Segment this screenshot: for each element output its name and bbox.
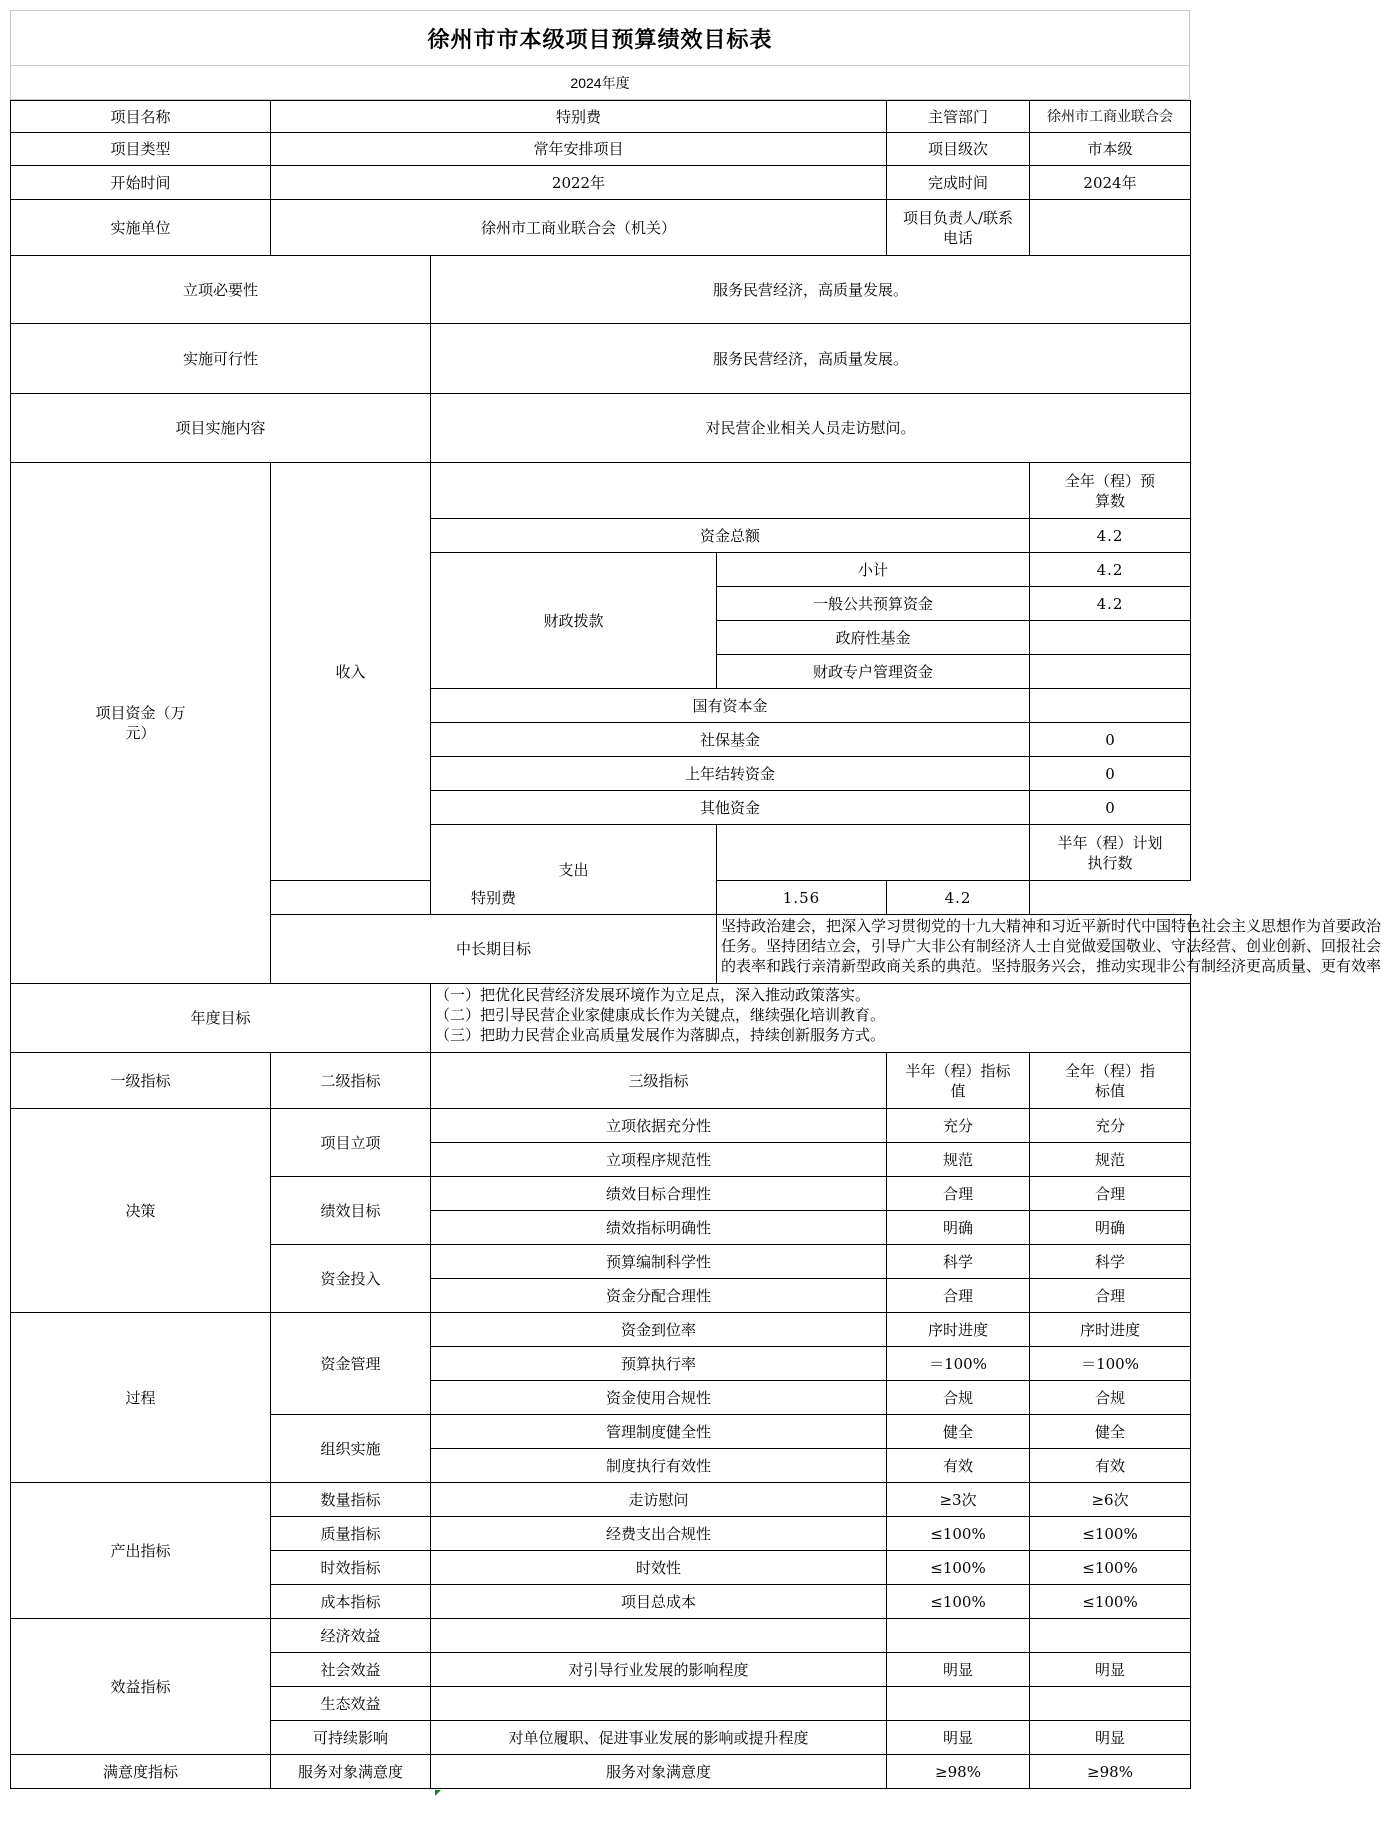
- budget-sheet: [10, 10, 1381, 1814]
- long-goal-line: 任务。坚持团结立会，引导广大非公有制经济人士自觉做爱国敬业、守法经营、创业创新、回报社会: [721, 937, 1381, 955]
- subtotal-value: 4.2: [1030, 553, 1191, 587]
- annual-goal-cell: [431, 984, 1191, 1053]
- gov-fund-value: [1030, 621, 1191, 655]
- indicator-half-value: 充分: [887, 1109, 1030, 1143]
- gov-fund-label: 政府性基金: [717, 621, 1030, 655]
- indicator-full-value: ＝100%: [1030, 1347, 1191, 1381]
- indicator-header-5: [1030, 1053, 1191, 1109]
- indicator-full-value: 健全: [1030, 1415, 1191, 1449]
- indicator-half-value: 明显: [887, 1721, 1030, 1755]
- indicator-level3: [431, 1687, 887, 1721]
- indicator-level2: 项目立项: [271, 1109, 431, 1177]
- indicator-half-value: ≤100%: [887, 1551, 1030, 1585]
- type-label: 项目类型: [11, 133, 271, 166]
- year-label: 2024年度: [10, 66, 1190, 100]
- indicator-level3: 对引导行业发展的影响程度: [431, 1653, 887, 1687]
- indicator-half-value: ≤100%: [887, 1517, 1030, 1551]
- state-label: 国有资本金: [431, 689, 1030, 723]
- indicator-level3: 绩效指标明确性: [431, 1211, 887, 1245]
- type-value: 常年安排项目: [271, 133, 887, 166]
- indicator-level1: 过程: [11, 1313, 271, 1483]
- indicator-half-value: 明确: [887, 1211, 1030, 1245]
- indicator-level1: 产出指标: [11, 1483, 271, 1619]
- start-label: 开始时间: [11, 166, 271, 200]
- carry-value: 0: [1030, 757, 1191, 791]
- fiscal-label: 财政拨款: [431, 553, 717, 689]
- end-value: 2024年: [1030, 166, 1191, 200]
- indicator-level3: 预算编制科学性: [431, 1245, 887, 1279]
- unit-label: 实施单位: [11, 200, 271, 256]
- indicator-level2: 质量指标: [271, 1517, 431, 1551]
- indicator-half-value: ≤100%: [887, 1585, 1030, 1619]
- long-goal-label: 中长期目标: [271, 915, 717, 984]
- indicator-header-2: 二级指标: [271, 1053, 431, 1109]
- state-value: [1030, 689, 1191, 723]
- income-label: 收入: [271, 463, 431, 881]
- indicator-level3: 经费支出合规性: [431, 1517, 887, 1551]
- project-name-label: 项目名称: [11, 101, 271, 133]
- annual-goal-line: （三）把助力民营企业高质量发展作为落脚点，持续创新服务方式。: [435, 1026, 886, 1044]
- indicator-row: [11, 1619, 1191, 1653]
- indicator-half-value: ＝100%: [887, 1347, 1030, 1381]
- annual-goal-label: 年度目标: [11, 984, 431, 1053]
- indicator-level3: 立项程序规范性: [431, 1143, 887, 1177]
- indicator-half-value: 健全: [887, 1415, 1030, 1449]
- indicator-full-value: ≤100%: [1030, 1551, 1191, 1585]
- start-value: 2022年: [271, 166, 887, 200]
- indicator-half-value: 科学: [887, 1245, 1030, 1279]
- page-title: 徐州市市本级项目预算绩效目标表: [10, 10, 1190, 66]
- half-header: [1030, 825, 1191, 881]
- dept-label: 主管部门: [887, 101, 1030, 133]
- contact-label-text: 项目负责人/联系电话: [902, 208, 1014, 247]
- indicator-level3: 管理制度健全性: [431, 1415, 887, 1449]
- indicator-level2: 服务对象满意度: [271, 1755, 431, 1789]
- indicator-row: [11, 1313, 1191, 1347]
- indicator-header-4: [887, 1053, 1030, 1109]
- feasibility-value: 服务民营经济，高质量发展。: [431, 324, 1191, 394]
- indicator-half-value: 明显: [887, 1653, 1030, 1687]
- indicator-level2: 绩效目标: [271, 1177, 431, 1245]
- long-goal-line: 的表率和践行亲清新型政商关系的典范。坚持服务兴会，推动实现非公有制经济更高质量、更有效率: [721, 957, 1381, 975]
- indicator-level1: 效益指标: [11, 1619, 271, 1755]
- indicator-header-1: 一级指标: [11, 1053, 271, 1109]
- indicator-full-value: ≥6次: [1030, 1483, 1191, 1517]
- indicator-half-value: 有效: [887, 1449, 1030, 1483]
- indicator-header-4-text: 半年（程）指标值: [905, 1061, 1011, 1100]
- indicator-row: [11, 1483, 1191, 1517]
- indicator-level2: 可持续影响: [271, 1721, 431, 1755]
- indicator-full-value: [1030, 1687, 1191, 1721]
- special-label: 财政专户管理资金: [717, 655, 1030, 689]
- indicator-level2: 社会效益: [271, 1653, 431, 1687]
- indicator-full-value: 有效: [1030, 1449, 1191, 1483]
- indicator-full-value: 明显: [1030, 1721, 1191, 1755]
- indicator-level2: 资金管理: [271, 1313, 431, 1415]
- indicator-half-value: ≥3次: [887, 1483, 1030, 1517]
- indicator-full-value: 序时进度: [1030, 1313, 1191, 1347]
- social-label: 社保基金: [431, 723, 1030, 757]
- indicator-half-value: [887, 1687, 1030, 1721]
- other-label: 其他资金: [431, 791, 1030, 825]
- indicator-half-value: 序时进度: [887, 1313, 1030, 1347]
- long-goal-cell: [717, 915, 1381, 984]
- indicator-full-value: 合理: [1030, 1279, 1191, 1313]
- indicator-full-value: 充分: [1030, 1109, 1191, 1143]
- indicator-full-value: 科学: [1030, 1245, 1191, 1279]
- carry-label: 上年结转资金: [431, 757, 1030, 791]
- indicator-level2: 资金投入: [271, 1245, 431, 1313]
- expense-full: 4.2: [887, 881, 1030, 915]
- end-label: 完成时间: [887, 166, 1030, 200]
- total-label: 资金总额: [431, 519, 1030, 553]
- other-value: 0: [1030, 791, 1191, 825]
- indicator-half-value: 合理: [887, 1279, 1030, 1313]
- indicator-level3: 绩效目标合理性: [431, 1177, 887, 1211]
- indicator-full-value: 规范: [1030, 1143, 1191, 1177]
- content-label: 项目实施内容: [11, 394, 431, 463]
- indicator-full-value: ≤100%: [1030, 1585, 1191, 1619]
- indicator-full-value: ≤100%: [1030, 1517, 1191, 1551]
- indicator-full-value: 明显: [1030, 1653, 1191, 1687]
- indicator-row: [11, 1755, 1191, 1789]
- necessity-label: 立项必要性: [11, 256, 431, 324]
- indicator-full-value: [1030, 1619, 1191, 1653]
- expense-half: 1.56: [717, 881, 887, 915]
- annual-goal-line: （二）把引导民营企业家健康成长作为关键点，继续强化培训教育。: [435, 1006, 886, 1024]
- feasibility-label: 实施可行性: [11, 324, 431, 394]
- annual-goal-text: [435, 985, 1186, 1051]
- indicator-full-value: ≥98%: [1030, 1755, 1191, 1789]
- indicator-full-value: 合理: [1030, 1177, 1191, 1211]
- indicator-level3: 项目总成本: [431, 1585, 887, 1619]
- unit-value: 徐州市工商业联合会（机关）: [271, 200, 887, 256]
- indicator-level3: 资金到位率: [431, 1313, 887, 1347]
- long-goal-line: 坚持政治建会，把深入学习贯彻党的十九大精神和习近平新时代中国特色社会主义思想作为首要政治: [721, 917, 1381, 935]
- indicator-level3: 服务对象满意度: [431, 1755, 887, 1789]
- performance-table: [10, 100, 1381, 1789]
- indicator-header-3: 三级指标: [431, 1053, 887, 1109]
- indicator-level3: 走访慰问: [431, 1483, 887, 1517]
- indicator-full-value: 合规: [1030, 1381, 1191, 1415]
- contact-value: [1030, 200, 1191, 256]
- indicator-level2: 数量指标: [271, 1483, 431, 1517]
- indicator-level1: 满意度指标: [11, 1755, 271, 1789]
- expense-label: 支出: [431, 825, 717, 915]
- indicator-level3: [431, 1619, 887, 1653]
- expense-item: 特别费: [271, 881, 717, 915]
- cell-comment-marker: [435, 1790, 441, 1796]
- contact-label: [887, 200, 1030, 256]
- general-label: 一般公共预算资金: [717, 587, 1030, 621]
- half-header-text: 半年（程）计划执行数: [1057, 833, 1163, 872]
- social-value: 0: [1030, 723, 1191, 757]
- indicator-half-value: [887, 1619, 1030, 1653]
- project-name-value: 特别费: [271, 101, 887, 133]
- indicator-half-value: 合规: [887, 1381, 1030, 1415]
- indicator-level2: 生态效益: [271, 1687, 431, 1721]
- indicator-level3: 制度执行有效性: [431, 1449, 887, 1483]
- necessity-value: 服务民营经济，高质量发展。: [431, 256, 1191, 324]
- indicator-level3: 资金使用合规性: [431, 1381, 887, 1415]
- full-year-header-text: 全年（程）预算数: [1065, 471, 1156, 510]
- expense-header-blank: [717, 825, 1030, 881]
- indicator-full-value: 明确: [1030, 1211, 1191, 1245]
- funds-label: [11, 463, 271, 984]
- indicator-header-5-text: 全年（程）指标值: [1065, 1061, 1156, 1100]
- level-label: 项目级次: [887, 133, 1030, 166]
- long-goal-text: [721, 916, 1381, 982]
- dept-value: 徐州市工商业联合会: [1030, 101, 1191, 133]
- special-value: [1030, 655, 1191, 689]
- general-value: 4.2: [1030, 587, 1191, 621]
- indicator-level1: 决策: [11, 1109, 271, 1313]
- indicator-level3: 对单位履职、促进事业发展的影响或提升程度: [431, 1721, 887, 1755]
- indicator-level3: 立项依据充分性: [431, 1109, 887, 1143]
- indicator-level2: 成本指标: [271, 1585, 431, 1619]
- funds-header-blank: [431, 463, 1030, 519]
- level-value: 市本级: [1030, 133, 1191, 166]
- indicator-row: [11, 1109, 1191, 1143]
- indicator-half-value: 合理: [887, 1177, 1030, 1211]
- indicator-level2: 组织实施: [271, 1415, 431, 1483]
- subtotal-label: 小计: [717, 553, 1030, 587]
- indicator-level2: 经济效益: [271, 1619, 431, 1653]
- indicator-half-value: ≥98%: [887, 1755, 1030, 1789]
- funds-label-text: 项目资金（万元）: [95, 704, 186, 742]
- indicator-level3: 时效性: [431, 1551, 887, 1585]
- total-value: 4.2: [1030, 519, 1191, 553]
- indicator-level2: 时效指标: [271, 1551, 431, 1585]
- annual-goal-line: （一）把优化民营经济发展环境作为立足点，深入推动政策落实。: [435, 986, 871, 1004]
- indicator-level3: 资金分配合理性: [431, 1279, 887, 1313]
- indicator-level3: 预算执行率: [431, 1347, 887, 1381]
- content-value: 对民营企业相关人员走访慰问。: [431, 394, 1191, 463]
- full-year-header: [1030, 463, 1191, 519]
- indicator-half-value: 规范: [887, 1143, 1030, 1177]
